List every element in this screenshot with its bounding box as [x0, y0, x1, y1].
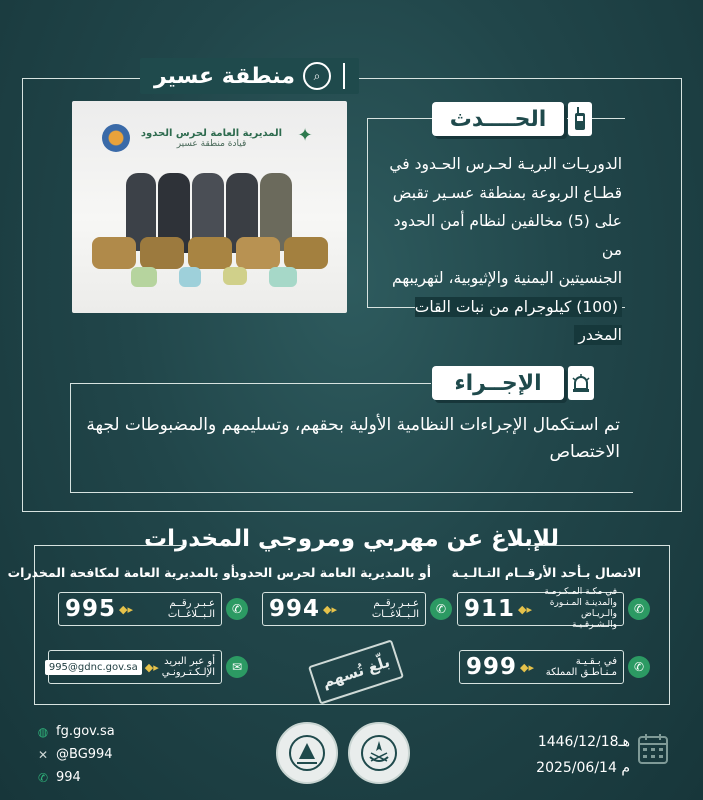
event-heading: الحــــدث	[432, 102, 564, 136]
date-gregorian: 2025/06/14 م	[536, 760, 630, 776]
arrow-icon: ◆▸	[323, 602, 337, 616]
x-icon: ✕	[37, 747, 49, 762]
photo-banner	[102, 117, 317, 159]
report-row-999	[460, 650, 650, 684]
seized-bags	[87, 237, 332, 271]
number-999: 999	[466, 654, 518, 680]
arrow-icon: ◆▸	[520, 660, 534, 674]
website-text: fg.gov.sa	[56, 724, 115, 739]
report-row-994	[262, 592, 452, 626]
event-line-highlight: (100) كيلوجرام من نبات القات المخدر	[414, 297, 622, 344]
region-tab	[140, 58, 359, 94]
report-row-911	[460, 587, 650, 630]
phone-text: 994	[56, 770, 81, 785]
seized-packets	[114, 267, 314, 291]
event-line: على (5) مخالفين لنظام أمن الحدود من	[393, 212, 622, 259]
event-line: قطـاع الربوعة بمنطقة عسـير تقبض	[392, 183, 622, 202]
saudi-emblem: ✦	[297, 125, 313, 146]
report-title: للإبلاغ عن مهربي ومروجي المخدرات	[143, 526, 559, 552]
region-title: منطقة عسير	[154, 63, 295, 89]
number-label: في بـقـيـة مـنـاطـق المملكة	[545, 656, 617, 678]
phone-icon: ✆	[628, 656, 650, 678]
photo-banner-title: المديرية العامة لحرس الحدود	[140, 127, 283, 139]
number-911: 911	[464, 596, 516, 622]
report-row-995	[58, 592, 248, 626]
magnifier-map-icon: ⌕	[303, 62, 331, 90]
action-heading: الإجــراء	[432, 366, 564, 400]
number-995: 995	[65, 596, 117, 622]
email-address[interactable]: 995@gdnc.gov.sa	[45, 660, 142, 675]
arrow-icon: ◆▸	[144, 660, 159, 674]
ministry-emblem	[348, 722, 410, 784]
report-col-left-title: أو بالمديرية العامة لمكافحة المخدرات	[7, 565, 235, 580]
footer-website[interactable]	[36, 724, 115, 739]
phone-icon: ✆	[226, 598, 248, 620]
number-box-995[interactable]	[58, 592, 222, 626]
email-label: أو عبر البريد الإلـكـتـرونـي	[161, 656, 215, 678]
number-box-911[interactable]	[457, 587, 624, 630]
tab-divider	[343, 63, 345, 89]
event-line: الجنسيتين اليمنية والإثيوبية، لتهريبهم	[392, 269, 622, 287]
report-stamp: بلّغ تُسهم	[308, 639, 404, 704]
calendar-icon	[638, 733, 668, 769]
number-994: 994	[269, 596, 321, 622]
x-handle-text: @BG994	[56, 747, 113, 762]
report-row-email	[48, 650, 248, 684]
footer-phone[interactable]	[36, 770, 115, 785]
walkie-talkie-icon	[568, 102, 592, 136]
evidence-photo	[72, 101, 347, 313]
number-label: في مكـة المـكـرمـة والمدينـة المـنـورة والـريـاض والـشـرقـيـة	[544, 587, 617, 630]
report-col-mid-title: أو بالمديرية العامة لحرس الحدود	[232, 565, 431, 580]
globe-icon: ◍	[37, 724, 49, 739]
event-description	[372, 150, 622, 350]
event-line: الدوريـات البريـة لحـرس الحـدود في	[389, 155, 622, 173]
report-col-right-title: الاتصال بـأحد الأرقــام التـالـيـة	[451, 565, 641, 580]
number-box-999[interactable]	[459, 650, 624, 684]
date-hijri: 1446/12/18هـ	[537, 734, 630, 750]
photo-banner-subtitle: قيادة منطقة عسير	[176, 138, 247, 149]
arrow-icon: ◆▸	[518, 602, 532, 616]
arrow-icon: ◆▸	[119, 602, 133, 616]
phone-icon: ✆	[430, 598, 452, 620]
border-guard-logo	[102, 124, 130, 152]
footer-dates	[520, 734, 630, 776]
border-guard-emblem	[276, 722, 338, 784]
phone-icon: ✆	[628, 598, 650, 620]
footer-contacts	[36, 724, 115, 785]
action-description: تم اسـتكمال الإجراءات النظامية الأولية بحقهم، وتسليمهم والمضبوطات لجهة الاختصاص	[86, 415, 620, 462]
footer-x[interactable]	[36, 747, 115, 762]
siren-icon	[568, 366, 594, 400]
number-label: عـبـر رقــم الـبــلاغــات	[371, 598, 419, 620]
number-box-994[interactable]	[262, 592, 426, 626]
email-box[interactable]	[48, 650, 222, 684]
email-icon: ✉	[226, 656, 248, 678]
number-label: عـبـر رقــم الـبــلاغــات	[167, 598, 215, 620]
phone-icon: ✆	[37, 770, 49, 785]
event-line	[372, 293, 622, 350]
